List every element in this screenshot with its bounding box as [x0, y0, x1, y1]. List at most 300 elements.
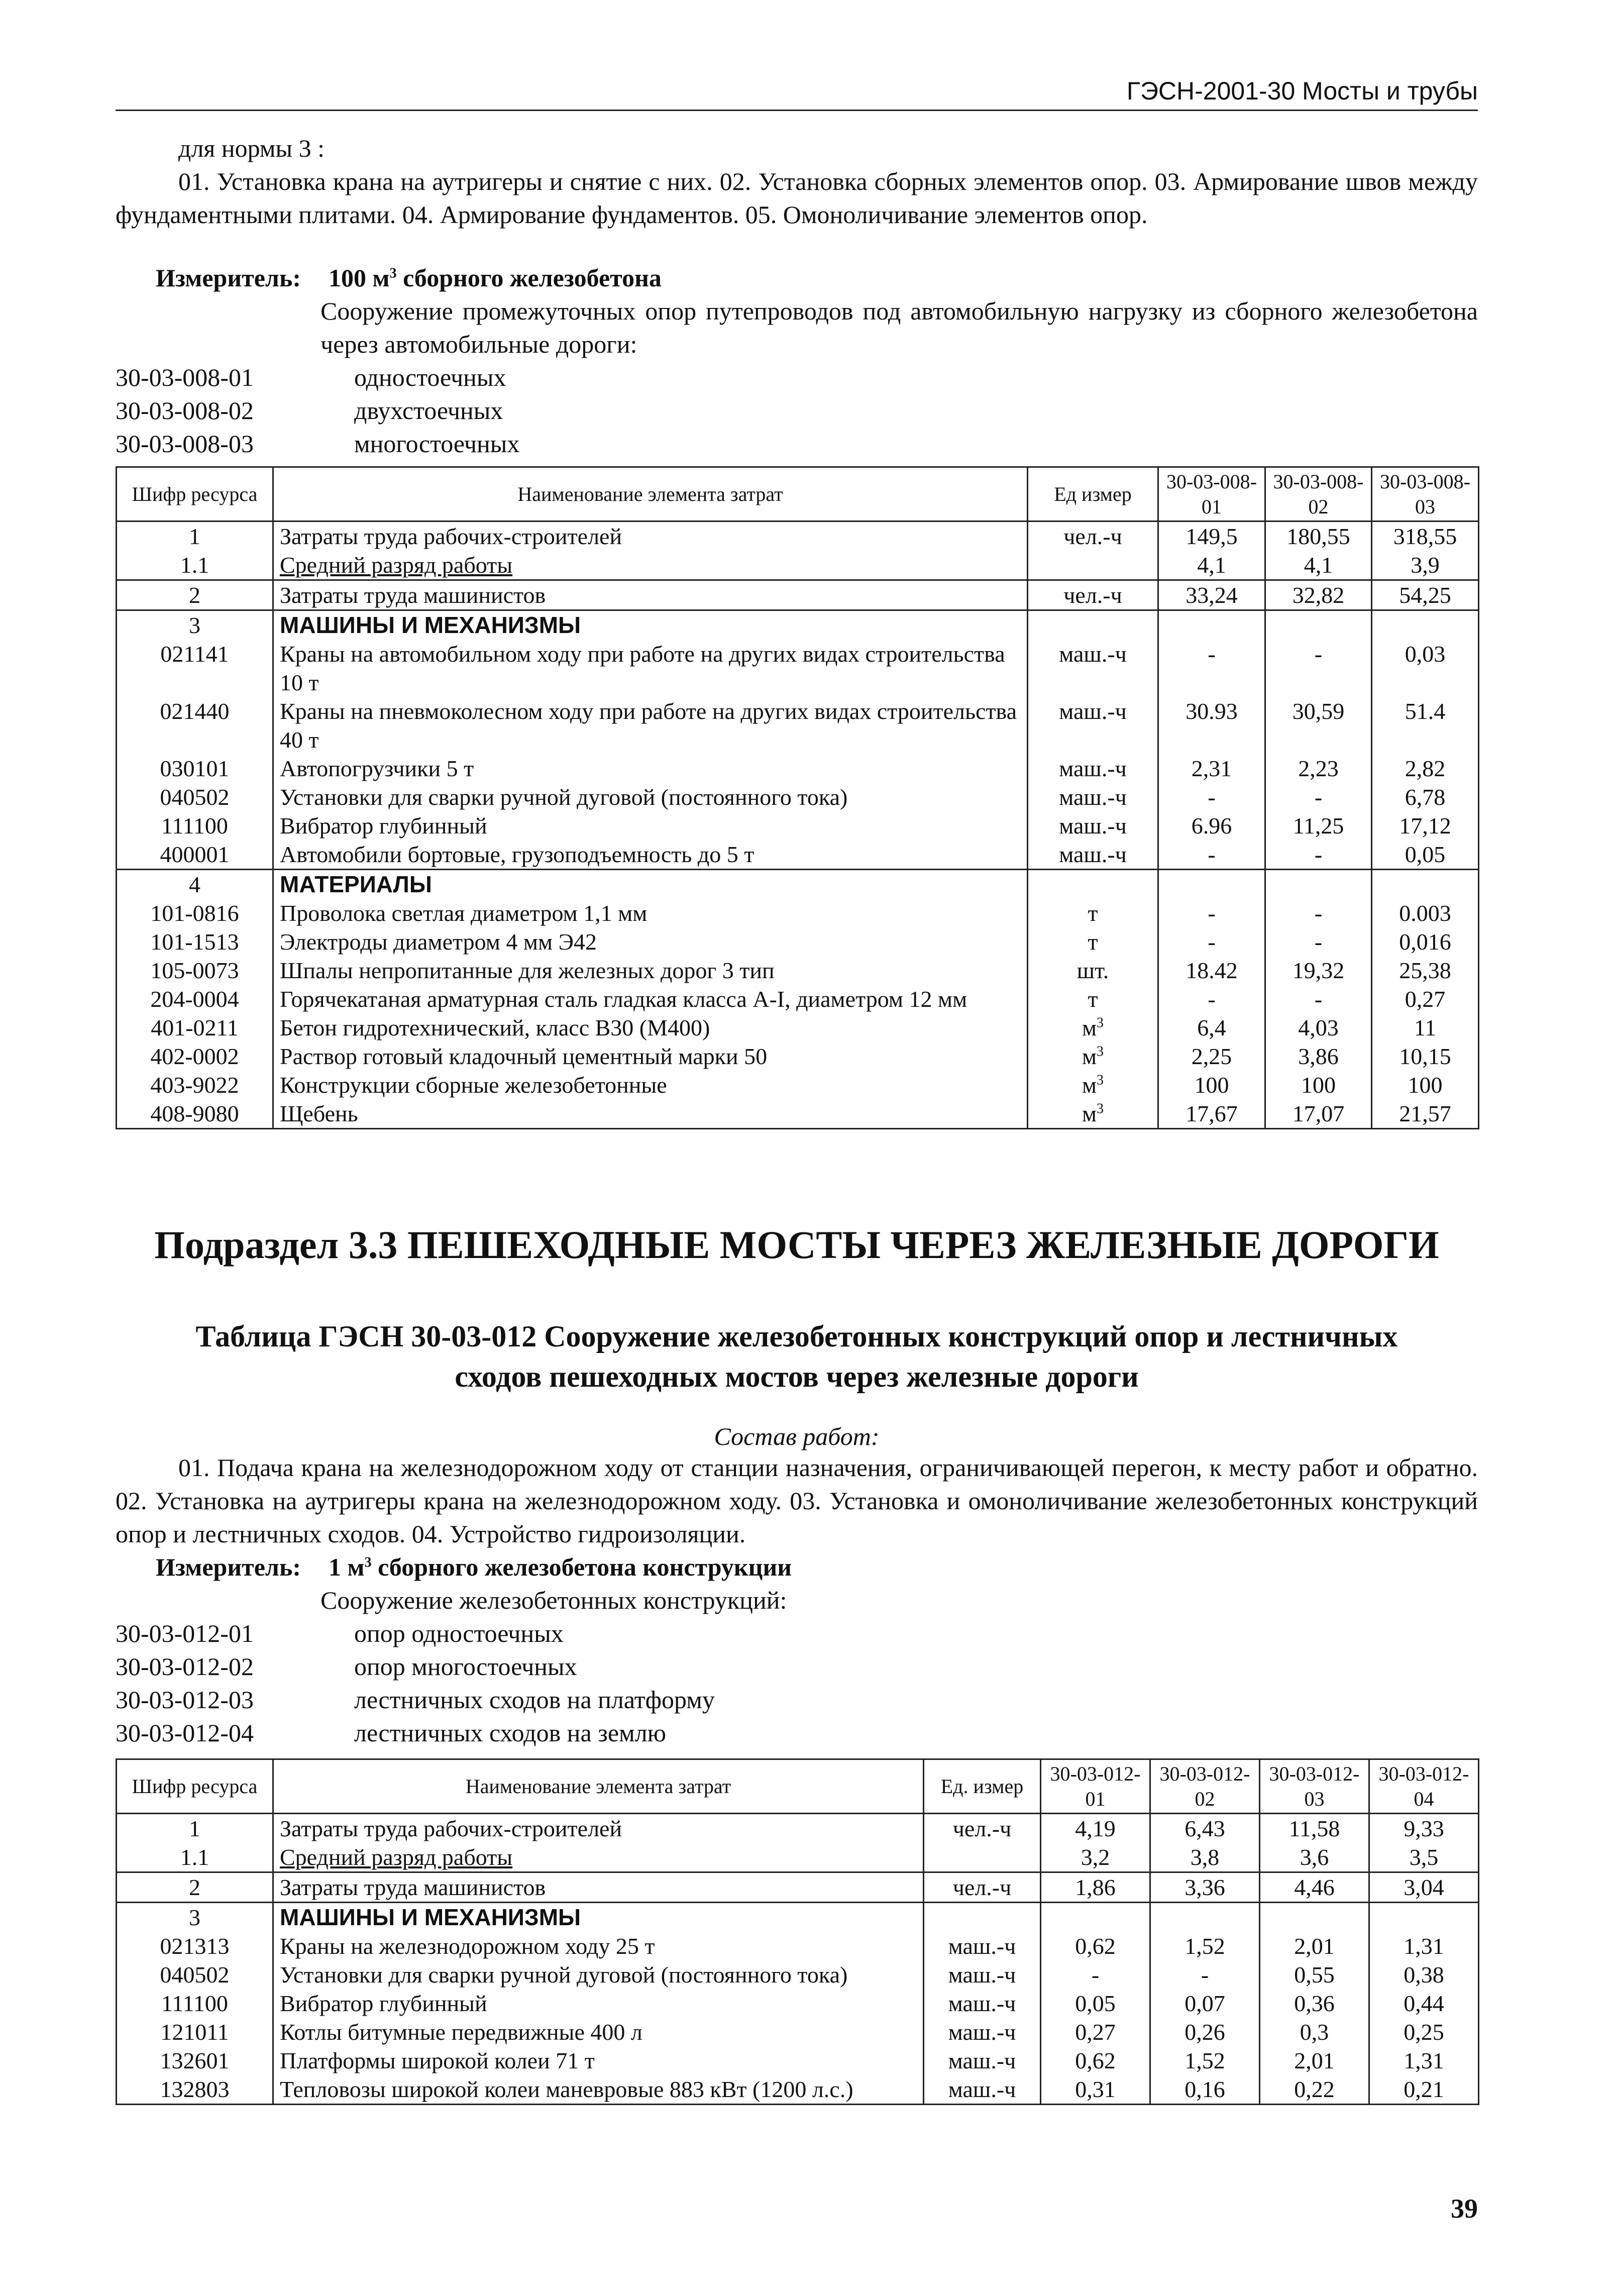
- cell-value-2: 3,36: [1150, 1872, 1260, 1903]
- table-header-row: [117, 1759, 1479, 1814]
- cell-value-1: 0,62: [1041, 1932, 1150, 1960]
- cell-value-1: -: [1158, 783, 1265, 811]
- meter-label: Измеритель:: [156, 264, 301, 292]
- table-row: [117, 2075, 1479, 2105]
- cell-value-2: [1265, 870, 1372, 899]
- composition-label: Состав работ:: [714, 1422, 880, 1450]
- table-row: [117, 610, 1479, 640]
- meter-sup-2: 3: [364, 1554, 372, 1571]
- unit-text: маш.-ч: [948, 2076, 1016, 2102]
- cell-value-1: -: [1158, 640, 1265, 697]
- code-list-item: [116, 394, 519, 427]
- subsection-title: Подраздел 3.3 ПЕШЕХОДНЫЕ МОСТЫ ЧЕРЕЗ ЖЕЛЕЗНЫЕ ДОРОГИ: [154, 1223, 1439, 1267]
- item-name: двухстоечных: [354, 396, 503, 425]
- cell-value-3: 2,01: [1260, 1932, 1369, 1960]
- cell-name: Конструкции сборные железобетонные: [273, 1071, 1028, 1099]
- item-name: многостоечных: [354, 430, 520, 458]
- cell-value-2: 30,59: [1265, 697, 1372, 754]
- cell-code: 101-1513: [117, 927, 273, 956]
- unit-text: м: [1082, 1015, 1097, 1040]
- cell-unit: [924, 1903, 1041, 1932]
- cell-code: 021313: [117, 1932, 273, 1960]
- cell-unit: [1028, 1099, 1158, 1129]
- cell-value-3: 54,25: [1372, 580, 1479, 610]
- cell-value-2: 11,25: [1265, 811, 1372, 840]
- cell-code: 021440: [117, 697, 273, 754]
- unit-sup: 3: [1097, 1043, 1104, 1060]
- norm-label: для нормы 3 :: [178, 134, 325, 162]
- unit-text: маш.-ч: [1059, 842, 1127, 867]
- unit-text: т: [1088, 900, 1098, 926]
- cell-name: Краны на автомобильном ходу при работе на других видах строительства 10 т: [273, 640, 1028, 697]
- table-row: [117, 870, 1479, 899]
- table-row: [117, 580, 1479, 610]
- item-name: опор одностоечных: [354, 1619, 564, 1647]
- cell-name: Установки для сварки ручной дуговой (постоянного тока): [273, 1960, 924, 1989]
- code-list-item: [116, 1617, 715, 1650]
- cell-value-3: 0,05: [1372, 840, 1479, 870]
- cell-value-1: 3,2: [1041, 1843, 1150, 1872]
- header-col-1: 30-03-012-01: [1041, 1759, 1150, 1814]
- cell-value-4: 0,44: [1369, 1989, 1479, 2018]
- cell-unit: [1028, 1013, 1158, 1042]
- code-list-item: [116, 1716, 715, 1749]
- cell-value-2: 4,1: [1265, 551, 1372, 580]
- cell-value-1: -: [1158, 927, 1265, 956]
- cell-code: 3: [117, 1903, 273, 1932]
- cell-name: МАШИНЫ И МЕХАНИЗМЫ: [273, 1903, 924, 1932]
- cell-code: 030101: [117, 754, 273, 783]
- cell-value-3: 11,58: [1260, 1814, 1369, 1843]
- cell-unit: [1028, 985, 1158, 1013]
- cell-value-2: 2,23: [1265, 754, 1372, 783]
- cell-value-1: -: [1158, 899, 1265, 927]
- cell-value-2: -: [1150, 1960, 1260, 1989]
- cell-value-1: [1041, 1903, 1150, 1932]
- table-row: [117, 1903, 1479, 1932]
- cell-name: Автомобили бортовые, грузоподъемность до 5 т: [273, 840, 1028, 870]
- cell-name: Платформы широкой колеи 71 т: [273, 2046, 924, 2075]
- cell-value-3: 0.003: [1372, 899, 1479, 927]
- cell-unit: [1028, 956, 1158, 985]
- cell-name: Раствор готовый кладочный цементный марки 50: [273, 1042, 1028, 1071]
- unit-sup: 3: [1097, 1015, 1104, 1031]
- cell-value-3: 21,57: [1372, 1099, 1479, 1129]
- resource-table-2: [116, 1758, 1479, 2105]
- cell-code: 402-0002: [117, 1042, 273, 1071]
- cell-value-3: 3,6: [1260, 1843, 1369, 1872]
- cell-value-2: 4,03: [1265, 1013, 1372, 1042]
- meter-line-1: [156, 261, 662, 294]
- unit-text: чел.-ч: [1063, 582, 1122, 608]
- cell-code: 2: [117, 1872, 273, 1903]
- cell-value-3: 318,55: [1372, 521, 1479, 551]
- table-header-row: [117, 467, 1479, 521]
- unit-text: маш.-ч: [1059, 698, 1127, 724]
- cell-value-2: -: [1265, 927, 1372, 956]
- cell-name: Бетон гидротехнический, класс В30 (М400): [273, 1013, 1028, 1042]
- table-row: [117, 551, 1479, 580]
- table-row: [117, 1989, 1479, 2018]
- cell-value-2: 100: [1265, 1071, 1372, 1099]
- cell-value-2: -: [1265, 840, 1372, 870]
- cell-unit: [1028, 1042, 1158, 1071]
- cell-unit: [1028, 870, 1158, 899]
- table-row: [117, 1013, 1479, 1042]
- cell-value-2: [1150, 1903, 1260, 1932]
- cell-code: 1.1: [117, 1843, 273, 1872]
- cell-value-3: 3,9: [1372, 551, 1479, 580]
- cell-unit: [1028, 580, 1158, 610]
- cell-unit: [1028, 610, 1158, 640]
- cell-name: Вибратор глубинный: [273, 1989, 924, 2018]
- cell-code: 401-0211: [117, 1013, 273, 1042]
- header-unit: Ед измер: [1028, 467, 1158, 521]
- unit-text: чел.-ч: [952, 1874, 1012, 1900]
- cell-value-2: 17,07: [1265, 1099, 1372, 1129]
- cell-value-2: -: [1265, 783, 1372, 811]
- cell-value-2: 0,07: [1150, 1989, 1260, 2018]
- cell-value-3: 2,82: [1372, 754, 1479, 783]
- cell-value-3: 4,46: [1260, 1872, 1369, 1903]
- cell-unit: [1028, 640, 1158, 697]
- meter-rest-2: сборного железобетона конструкции: [371, 1553, 792, 1581]
- cell-code: 204-0004: [117, 985, 273, 1013]
- cell-name: Затраты труда рабочих-строителей: [273, 1814, 924, 1843]
- cell-name: Вибратор глубинный: [273, 811, 1028, 840]
- cell-value-1: [1158, 870, 1265, 899]
- item-name: опор многостоечных: [354, 1652, 577, 1681]
- table-row: [117, 754, 1479, 783]
- table-row: [117, 840, 1479, 870]
- cell-value-2: -: [1265, 985, 1372, 1013]
- meter-value-2: 1 м: [329, 1553, 365, 1581]
- cell-value-1: -: [1158, 840, 1265, 870]
- cell-value-4: 0,38: [1369, 1960, 1479, 1989]
- cell-value-3: 0,27: [1372, 985, 1479, 1013]
- item-code: 30-03-008-02: [116, 396, 254, 425]
- cell-value-3: 0,016: [1372, 927, 1479, 956]
- cell-value-3: 2,01: [1260, 2046, 1369, 2075]
- unit-text: шт.: [1076, 958, 1109, 983]
- cell-unit: [1028, 927, 1158, 956]
- cell-unit: [924, 1843, 1041, 1872]
- table-title-line-2: сходов пешеходных мостов через железные дороги: [455, 1360, 1139, 1393]
- unit-text: маш.-ч: [1059, 813, 1127, 839]
- cell-value-2: [1265, 610, 1372, 640]
- cell-value-4: 3,04: [1369, 1872, 1479, 1903]
- cell-name: Затраты труда рабочих-строителей: [273, 521, 1028, 551]
- unit-text: м: [1082, 1043, 1097, 1069]
- cell-value-2: 32,82: [1265, 580, 1372, 610]
- code-list-item: [116, 427, 519, 460]
- cell-value-2: -: [1265, 899, 1372, 927]
- cell-value-1: 0,31: [1041, 2075, 1150, 2105]
- header-title: ГЭСН-2001-30 Мосты и трубы: [1126, 77, 1478, 105]
- cell-name: Средний разряд работы: [273, 551, 1028, 580]
- structure-text-2: Сооружение железобетонных конструкций:: [320, 1586, 787, 1614]
- cell-name: Краны на железнодорожном ходу 25 т: [273, 1932, 924, 1960]
- cell-unit: [1028, 521, 1158, 551]
- cell-unit: [924, 2075, 1041, 2105]
- meter-sup: 3: [389, 265, 397, 281]
- cell-name: Щебень: [273, 1099, 1028, 1129]
- cell-code: 040502: [117, 783, 273, 811]
- cell-value-1: 18.42: [1158, 956, 1265, 985]
- meter-label-2: Измеритель:: [156, 1553, 301, 1581]
- unit-text: т: [1088, 986, 1098, 1012]
- cell-value-3: 100: [1372, 1071, 1479, 1099]
- structure-text: Сооружение промежуточных опор путепроводов под автомобильную нагрузку из сборного железобетона через автомобильные дороги:: [320, 297, 1478, 358]
- unit-text: маш.-ч: [948, 1933, 1016, 1959]
- unit-sup: 3: [1097, 1072, 1104, 1088]
- cell-code: 2: [117, 580, 273, 610]
- cell-value-3: 25,38: [1372, 956, 1479, 985]
- composition-text: 01. Подача крана на железнодорожном ходу от станции назначения, ограничивающей перегон, к месту работ и обратно. 02. Установка на аутригеры крана на железнодорожном ходу. 03. Установка и омоноличивание железобетонных конструкций опор и лестничных сходов. 04. Устройство гидроизоляции.: [116, 1453, 1478, 1548]
- cell-value-4: 0,21: [1369, 2075, 1479, 2105]
- table-row: [117, 985, 1479, 1013]
- meter-rest: сборного железобетона: [396, 264, 662, 292]
- cell-value-4: 3,5: [1369, 1843, 1479, 1872]
- cell-value-1: 0,27: [1041, 2018, 1150, 2046]
- cell-value-2: 0,26: [1150, 2018, 1260, 2046]
- code-list-item: [116, 1683, 715, 1716]
- cell-unit: [1028, 1071, 1158, 1099]
- cell-value-3: 11: [1372, 1013, 1479, 1042]
- unit-text: маш.-ч: [1059, 641, 1127, 667]
- cell-name: Котлы битумные передвижные 400 л: [273, 2018, 924, 2046]
- cell-value-4: 1,31: [1369, 1932, 1479, 1960]
- table-row: [117, 956, 1479, 985]
- cell-unit: [1028, 551, 1158, 580]
- cell-value-3: [1372, 870, 1479, 899]
- cell-unit: [924, 2018, 1041, 2046]
- cell-value-2: 180,55: [1265, 521, 1372, 551]
- unit-text: м: [1082, 1072, 1097, 1098]
- resource-table-1: [116, 466, 1479, 1129]
- cell-code: 111100: [117, 811, 273, 840]
- cell-unit: [1028, 840, 1158, 870]
- cell-code: 111100: [117, 1989, 273, 2018]
- cell-value-1: 2,25: [1158, 1042, 1265, 1071]
- cell-code: 403-9022: [117, 1071, 273, 1099]
- table-row: [117, 811, 1479, 840]
- cell-value-1: 33,24: [1158, 580, 1265, 610]
- header-code: Шифр ресурса: [117, 467, 273, 521]
- cell-value-4: 0,25: [1369, 2018, 1479, 2046]
- table-title-line-1: Таблица ГЭСН 30-03-012 Сооружение железобетонных конструкций опор и лестничных: [195, 1320, 1398, 1353]
- code-list-1: [116, 361, 519, 460]
- header-name: Наименование элемента затрат: [273, 1759, 924, 1814]
- cell-value-2: -: [1265, 640, 1372, 697]
- page-number: 39: [1451, 2194, 1478, 2224]
- item-code: 30-03-012-02: [116, 1652, 254, 1681]
- cell-name: Горячекатаная арматурная сталь гладкая класса А-I, диаметром 12 мм: [273, 985, 1028, 1013]
- unit-text: маш.-ч: [948, 1962, 1016, 1988]
- cell-value-3: 10,15: [1372, 1042, 1479, 1071]
- unit-text: м: [1082, 1101, 1097, 1126]
- code-list-item: [116, 1650, 715, 1683]
- item-code: 30-03-012-04: [116, 1719, 254, 1747]
- table-row: [117, 2018, 1479, 2046]
- item-code: 30-03-008-01: [116, 363, 254, 391]
- code-list-2: [116, 1617, 715, 1749]
- unit-text: маш.-ч: [1059, 784, 1127, 810]
- cell-name: Установки для сварки ручной дуговой (постоянного тока): [273, 783, 1028, 811]
- header-col-2: 30-03-012-02: [1150, 1759, 1260, 1814]
- cell-value-3: [1372, 610, 1479, 640]
- cell-code: 4: [117, 870, 273, 899]
- item-code: 30-03-012-01: [116, 1619, 254, 1647]
- cell-name: Краны на пневмоколесном ходу при работе на других видах строительства 40 т: [273, 697, 1028, 754]
- table-row: [117, 783, 1479, 811]
- cell-value-1: 6.96: [1158, 811, 1265, 840]
- table-row: [117, 1071, 1479, 1099]
- cell-value-3: 0,03: [1372, 640, 1479, 697]
- cell-name: МАТЕРИАЛЫ: [273, 870, 1028, 899]
- cell-value-4: 9,33: [1369, 1814, 1479, 1843]
- unit-text: т: [1088, 929, 1098, 955]
- cell-value-2: 1,52: [1150, 2046, 1260, 2075]
- header-col-3: 30-03-012-03: [1260, 1759, 1369, 1814]
- cell-value-1: 30.93: [1158, 697, 1265, 754]
- cell-unit: [924, 1872, 1041, 1903]
- unit-text: маш.-ч: [1059, 756, 1127, 781]
- cell-value-1: 2,31: [1158, 754, 1265, 783]
- table-row: [117, 1843, 1479, 1872]
- cell-unit: [1028, 783, 1158, 811]
- cell-value-2: 3,86: [1265, 1042, 1372, 1071]
- cell-value-1: 4,19: [1041, 1814, 1150, 1843]
- cell-code: 021141: [117, 640, 273, 697]
- cell-unit: [924, 1989, 1041, 2018]
- cell-value-2: 3,8: [1150, 1843, 1260, 1872]
- cell-name: Автопогрузчики 5 т: [273, 754, 1028, 783]
- cell-code: 105-0073: [117, 956, 273, 985]
- item-code: 30-03-008-03: [116, 430, 254, 458]
- table-row: [117, 927, 1479, 956]
- running-header: [116, 75, 1478, 111]
- cell-code: 132803: [117, 2075, 273, 2105]
- cell-value-3: 0,3: [1260, 2018, 1369, 2046]
- cell-value-2: 1,52: [1150, 1932, 1260, 1960]
- cell-value-1: 0,62: [1041, 2046, 1150, 2075]
- meter-line-2: [156, 1550, 792, 1584]
- cell-value-3: 6,78: [1372, 783, 1479, 811]
- cell-unit: [924, 1960, 1041, 1989]
- cell-value-2: 6,43: [1150, 1814, 1260, 1843]
- cell-code: 101-0816: [117, 899, 273, 927]
- table-row: [117, 1932, 1479, 1960]
- table-row: [117, 697, 1479, 754]
- table-row: [117, 1099, 1479, 1129]
- cell-name: Затраты труда машинистов: [273, 1872, 924, 1903]
- header-name: Наименование элемента затрат: [273, 467, 1028, 521]
- cell-unit: [924, 1814, 1041, 1843]
- cell-code: 040502: [117, 1960, 273, 1989]
- header-unit: Ед. измер: [924, 1759, 1041, 1814]
- cell-name: Проволока светлая диаметром 1,1 мм: [273, 899, 1028, 927]
- cell-unit: [924, 1932, 1041, 1960]
- cell-value-1: -: [1158, 985, 1265, 1013]
- cell-value-1: 1,86: [1041, 1872, 1150, 1903]
- cell-code: 400001: [117, 840, 273, 870]
- cell-value-4: [1369, 1903, 1479, 1932]
- item-code: 30-03-012-03: [116, 1686, 254, 1714]
- table-row: [117, 1872, 1479, 1903]
- cell-code: 132601: [117, 2046, 273, 2075]
- table-row: [117, 1042, 1479, 1071]
- header-col-1: 30-03-008-01: [1158, 467, 1265, 521]
- cell-code: 1: [117, 521, 273, 551]
- cell-value-3: 17,12: [1372, 811, 1479, 840]
- cell-value-3: 0,36: [1260, 1989, 1369, 2018]
- cell-code: 1.1: [117, 551, 273, 580]
- cell-value-3: 51.4: [1372, 697, 1479, 754]
- cell-name: Шпалы непропитанные для железных дорог 3 тип: [273, 956, 1028, 985]
- unit-text: чел.-ч: [1063, 524, 1122, 549]
- cell-name: Средний разряд работы: [273, 1843, 924, 1872]
- cell-value-1: 17,67: [1158, 1099, 1265, 1129]
- unit-text: маш.-ч: [948, 2019, 1016, 2045]
- cell-name: МАШИНЫ И МЕХАНИЗМЫ: [273, 610, 1028, 640]
- meter-value: 100 м: [329, 264, 390, 292]
- cell-value-1: 100: [1158, 1071, 1265, 1099]
- cell-value-1: [1158, 610, 1265, 640]
- table-row: [117, 899, 1479, 927]
- header-col-2: 30-03-008-02: [1265, 467, 1372, 521]
- cell-unit: [924, 2046, 1041, 2075]
- header-col-4: 30-03-012-04: [1369, 1759, 1479, 1814]
- unit-text: чел.-ч: [952, 1816, 1012, 1841]
- cell-value-1: 6,4: [1158, 1013, 1265, 1042]
- unit-text: маш.-ч: [948, 1991, 1016, 2016]
- cell-value-3: 0,55: [1260, 1960, 1369, 1989]
- header-code: Шифр ресурса: [117, 1759, 273, 1814]
- cell-value-2: 19,32: [1265, 956, 1372, 985]
- cell-name: Электроды диаметром 4 мм Э42: [273, 927, 1028, 956]
- cell-code: 1: [117, 1814, 273, 1843]
- unit-text: маш.-ч: [948, 2048, 1016, 2073]
- cell-code: 121011: [117, 2018, 273, 2046]
- table-row: [117, 1960, 1479, 1989]
- cell-value-4: 1,31: [1369, 2046, 1479, 2075]
- cell-unit: [1028, 697, 1158, 754]
- cell-unit: [1028, 899, 1158, 927]
- cell-value-1: 4,1: [1158, 551, 1265, 580]
- cell-value-1: -: [1041, 1960, 1150, 1989]
- cell-value-2: 0,16: [1150, 2075, 1260, 2105]
- item-name: лестничных сходов на платформу: [354, 1686, 715, 1714]
- cell-name: Затраты труда машинистов: [273, 580, 1028, 610]
- cell-code: 3: [117, 610, 273, 640]
- item-name: лестничных сходов на землю: [354, 1719, 667, 1747]
- table-row: [117, 521, 1479, 551]
- item-name: одностоечных: [354, 363, 506, 391]
- cell-value-1: 0,05: [1041, 1989, 1150, 2018]
- table-row: [117, 640, 1479, 697]
- cell-name: Тепловозы широкой колеи маневровые 883 кВт (1200 л.с.): [273, 2075, 924, 2105]
- cell-value-3: [1260, 1903, 1369, 1932]
- table-row: [117, 1814, 1479, 1843]
- norm-work-text: 01. Установка крана на аутригеры и снятие с них. 02. Установка сборных элементов опор. 03. Армирование швов между фундаментными плитами. 04. Армирование фундаментов. 05. Омоноличивание элементов опор.: [116, 167, 1478, 229]
- cell-value-1: 149,5: [1158, 521, 1265, 551]
- header-col-3: 30-03-008-03: [1372, 467, 1479, 521]
- cell-value-3: 0,22: [1260, 2075, 1369, 2105]
- unit-sup: 3: [1097, 1101, 1104, 1117]
- cell-unit: [1028, 811, 1158, 840]
- code-list-item: [116, 361, 519, 394]
